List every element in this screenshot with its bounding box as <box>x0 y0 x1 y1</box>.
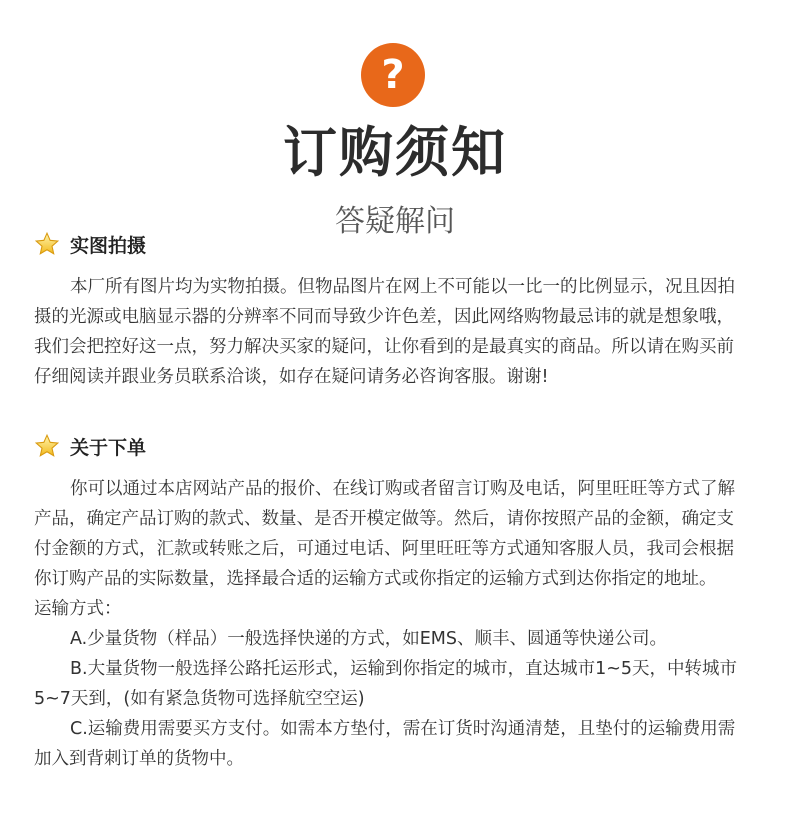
section-body-ordering <box>34 474 750 774</box>
section-paragraph: 本厂所有图片均为实物拍摄。但物品图片在网上不可能以一比一的比例显示，况且因拍摄的光源或电脑显示器的分辨率不同而导致少许色差，因此网络购物最忌讳的就是想象哦，我们会把控好这一点，努力解决买家的疑问，让你看到的是最真实的商品。所以请在购买前仔细阅读并跟业务员联系洽谈，如存在疑问请务必咨询客服。谢谢! <box>34 277 735 387</box>
section-heading-ordering <box>34 431 146 461</box>
shipping-item-c: C.运输费用需要买方支付。如需本方垫付，需在订货时沟通清楚，且垫付的运输费用需加入到背刺订单的货物中。 <box>34 719 736 769</box>
shipping-item-a: A.少量货物（样品）一般选择快递的方式，如EMS、顺丰、圆通等快递公司。 <box>70 629 667 649</box>
page-title: 订购须知 <box>283 121 507 184</box>
question-mark-glyph: ? <box>381 52 405 98</box>
shipping-item-b: B.大量货物一般选择公路托运形式，运输到你指定的城市，直达城市1~5天，中转城市5~7天到，(如有紧急货物可选择航空空运) <box>34 659 737 709</box>
section-heading-label: 实图拍摄 <box>70 234 147 257</box>
section-paragraph: 你可以通过本店网站产品的报价、在线订购或者留言订购及电话，阿里旺旺等方式了解产品，确定产品订购的款式、数量、是否开模定做等。然后，请你按照产品的金额，确定支付金额的方式，汇款或转账之后，可通过电话、阿里旺旺等方式通知客服人员，我司会根据你订购产品的实际数量，选择最合适的运输方式或你指定的运输方式到达你指定的地址。 <box>34 479 735 589</box>
section-body-photos <box>34 272 750 392</box>
shipping-label: 运输方式： <box>34 599 122 619</box>
page-subtitle: 答疑解问 <box>335 204 455 239</box>
section-heading-photos <box>34 229 146 259</box>
star-icon <box>34 231 60 257</box>
section-heading-label: 关于下单 <box>70 436 147 459</box>
question-mark-icon <box>361 43 425 107</box>
star-icon <box>34 433 60 459</box>
